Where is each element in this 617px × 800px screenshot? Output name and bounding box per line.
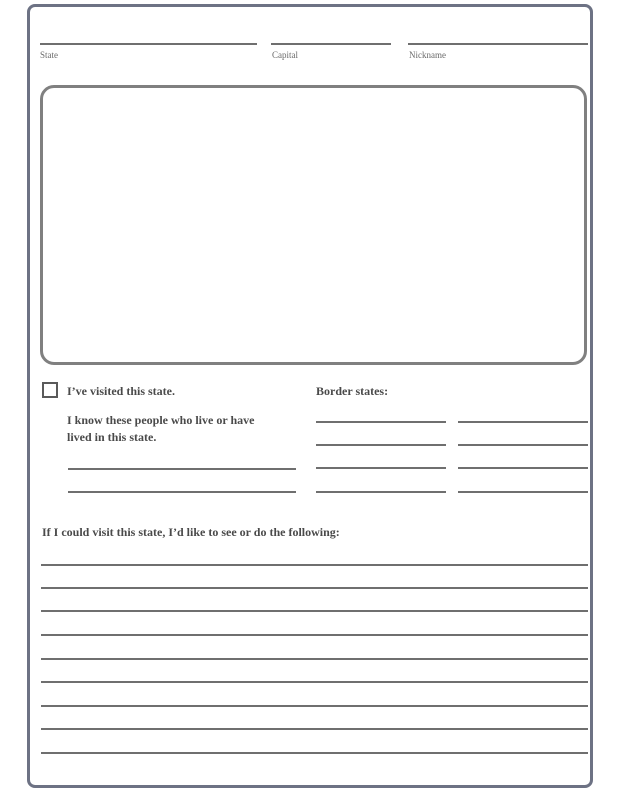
- border-state-line[interactable]: [316, 421, 446, 423]
- border-state-line[interactable]: [458, 467, 588, 469]
- capital-label: Capital: [272, 50, 298, 60]
- border-state-line[interactable]: [458, 491, 588, 493]
- wish-line[interactable]: [41, 728, 588, 730]
- people-line[interactable]: [68, 468, 296, 470]
- people-line[interactable]: [68, 491, 296, 493]
- wish-line[interactable]: [41, 610, 588, 612]
- wish-line[interactable]: [41, 705, 588, 707]
- wish-line[interactable]: [41, 658, 588, 660]
- wish-prompt: If I could visit this state, I’d like to see or do the following:: [42, 525, 340, 539]
- border-state-line[interactable]: [458, 421, 588, 423]
- wish-line[interactable]: [41, 587, 588, 589]
- border-state-line[interactable]: [316, 467, 446, 469]
- border-state-line[interactable]: [316, 444, 446, 446]
- visited-checkbox[interactable]: [42, 382, 58, 398]
- wish-line[interactable]: [41, 564, 588, 566]
- nickname-line[interactable]: [408, 43, 588, 45]
- wish-line[interactable]: [41, 634, 588, 636]
- border-state-line[interactable]: [316, 491, 446, 493]
- state-label: State: [40, 50, 58, 60]
- border-state-line[interactable]: [458, 444, 588, 446]
- wish-line[interactable]: [41, 752, 588, 754]
- drawing-area[interactable]: [40, 85, 587, 365]
- capital-line[interactable]: [271, 43, 391, 45]
- visited-label: I’ve visited this state.: [67, 384, 175, 398]
- nickname-label: Nickname: [409, 50, 446, 60]
- people-prompt-line-1: I know these people who live or have: [67, 413, 255, 427]
- border-states-label: Border states:: [316, 384, 389, 398]
- people-prompt-line-2: lived in this state.: [67, 430, 157, 444]
- state-line[interactable]: [40, 43, 257, 45]
- wish-line[interactable]: [41, 681, 588, 683]
